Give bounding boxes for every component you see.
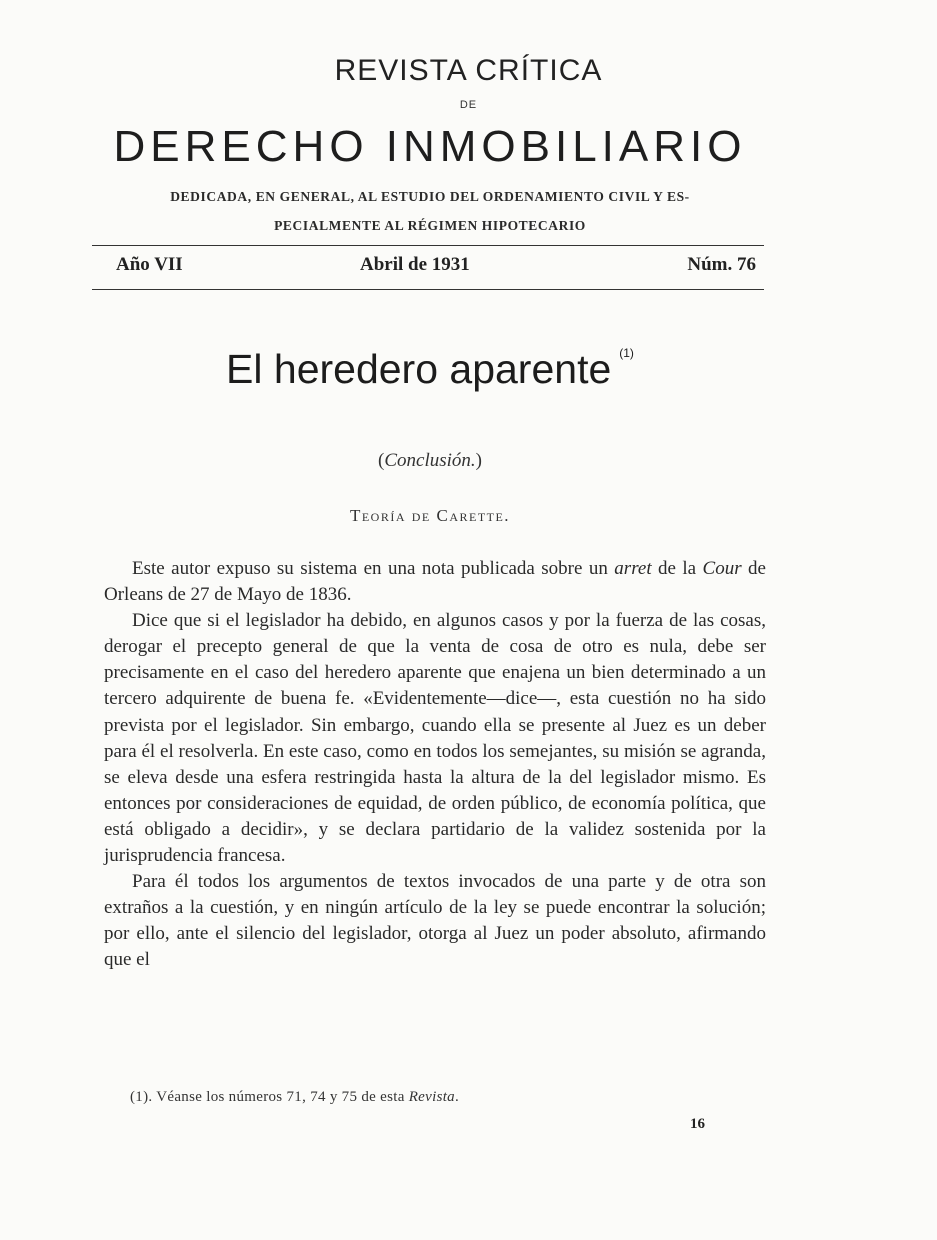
issue-year: Año VII <box>116 254 183 275</box>
footnote-marker: (1). <box>130 1089 153 1105</box>
page-number: 16 <box>690 1116 705 1132</box>
footnote: (1). Véanse los números 71, 74 y 75 de esta Revista. <box>130 1089 460 1105</box>
paragraph-1: Este autor expuso su sistema en una nota publicada sobre un arret de la Cour de Orleans de 27 de Mayo de 1836. <box>104 558 766 606</box>
article-title <box>0 346 860 393</box>
conclusion-label: (Conclusión.) <box>378 450 482 471</box>
issue-number: Núm. 76 <box>687 254 756 275</box>
issue-info <box>116 254 766 282</box>
journal-title: REVISTA CRÍTICA <box>334 54 603 87</box>
article-title-text: El heredero aparente <box>226 346 612 392</box>
journal-dedication <box>90 182 770 240</box>
journal-subject: DERECHO INMOBILIARIO <box>113 122 747 171</box>
issue-date: Abril de 1931 <box>360 254 470 275</box>
dedication-line-2: PECIALMENTE AL RÉGIMEN HIPOTECARIO <box>274 218 586 233</box>
term-cour: Cour <box>702 558 742 579</box>
journal-title-de: DE <box>459 99 478 111</box>
header-rule-bottom <box>92 289 764 290</box>
title-footnote-marker: (1) <box>619 346 634 360</box>
term-arret: arret <box>614 558 652 579</box>
dedication-line-1: DEDICADA, EN GENERAL, AL ESTUDIO DEL ORDENAMIENTO CIVIL Y ES- <box>170 189 690 204</box>
header-rule-top <box>92 245 764 246</box>
paragraph-2: Dice que si el legislador ha debido, en algunos casos y por la fuerza de las cosas, derogar el precepto general de que la venta de cosa de otro es nula, debe ser precisamente en el caso del heredero aparente que enajena un bien determinado a un tercero adquirente de buena fe. «Evidentemente—dice—, esta cuestión no ha sido prevista por el legislador. Sin embargo, cuando ella se presente al Juez es un deber para él el resolverla. En este caso, como en todos los semejantes, su misión se agranda, se eleva desde una esfera restringida hasta la altura de la del legislador mismo. Es entonces por consideraciones de equidad, de orden público, de economía política, que está obligado a decidir», y se declara partidario de la validez sostenida por la jurisprudencia francesa. <box>104 610 766 867</box>
conclusion-text: Conclusión. <box>384 450 476 471</box>
article-body <box>104 556 766 974</box>
paragraph-3: Para él todos los argumentos de textos invocados de una parte y de otra son extraños a la cuestión, y en ningún artículo de la ley se puede encontrar la solución; por ello, ante el silencio del legislador, otorga al Juez un poder absoluto, afirmando que el <box>104 871 766 971</box>
section-heading: Teoría de Carette. <box>349 506 511 525</box>
footnote-source: Revista <box>408 1089 455 1105</box>
